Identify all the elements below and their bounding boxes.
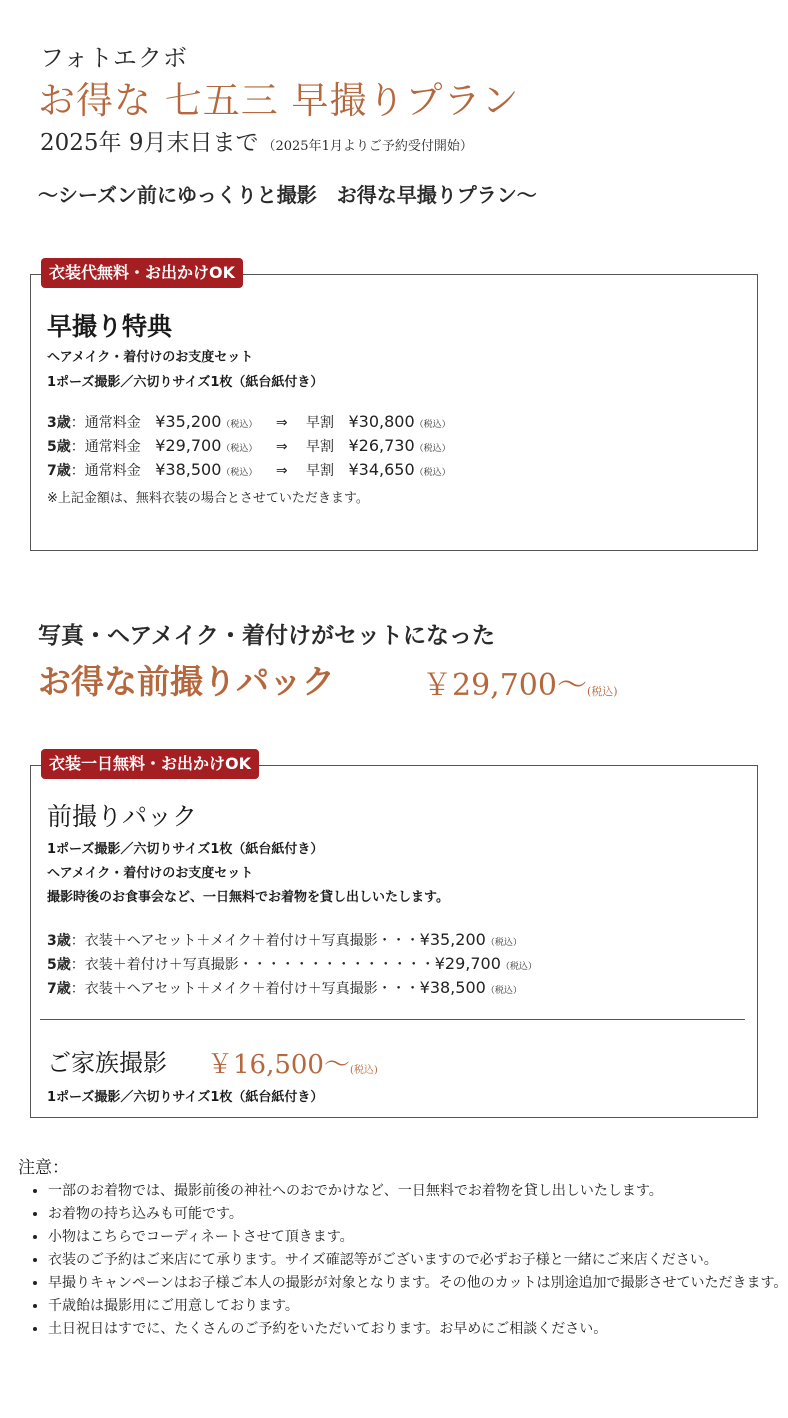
- arrow-icon: ⇒: [275, 415, 288, 431]
- tax-label: （税込）: [414, 420, 451, 430]
- age-label: 7歳: [47, 463, 71, 479]
- tax-label: （税込）: [414, 444, 451, 454]
- note-item: • 小物はこちらでコーディネートさせて頂きます。: [48, 1226, 788, 1249]
- page-title: お得な 七五三 早撮りプラン: [38, 79, 520, 122]
- notes-list: [18, 1180, 788, 1341]
- pack-badge: 衣装一日無料・お出かけOK: [41, 749, 259, 779]
- age-label: 5歳: [47, 957, 71, 973]
- note-item: • 一部のお着物では、撮影前後の神社へのおでかけなど、一日無料でお着物を貸し出しいたします。: [48, 1180, 788, 1203]
- pack-detail: ：衣装＋ヘアセット＋メイク＋着付け＋写真撮影・・・: [70, 933, 420, 949]
- early-plan-title: 早撮り特典: [47, 312, 173, 341]
- age-label: 7歳: [47, 981, 71, 997]
- pack-price: ¥35,200: [419, 930, 486, 949]
- note-item: • 早撮りキャンペーンはお子様ご本人の撮影が対象となります。その他のカットは別途追加で撮影させていただきます。: [48, 1272, 788, 1295]
- discount-label: 早割: [306, 439, 335, 455]
- deadline: [40, 124, 473, 157]
- early-plan-badge: 衣装代無料・お出かけOK: [41, 258, 243, 288]
- pack-price-row: [47, 978, 522, 998]
- pack-line: 撮影時後のお食事会など、一日無料でお着物を貸し出しいたします。: [47, 890, 449, 905]
- family-title: ご家族撮影: [47, 1049, 167, 1077]
- family-price-value: ￥16,500〜: [207, 1050, 350, 1080]
- age-label: 3歳: [47, 415, 71, 431]
- regular-label: ：通常料金: [70, 439, 141, 455]
- discount-price: ¥26,730: [348, 436, 415, 455]
- pack-intro-title: お得な前撮りパック: [38, 662, 335, 701]
- notes-heading: 注意：: [18, 1158, 69, 1178]
- discount-label: 早割: [306, 463, 335, 479]
- age-label: 3歳: [47, 933, 71, 949]
- family-line: 1ポーズ撮影／六切りサイズ1枚（紙台紙付き）: [47, 1090, 324, 1105]
- regular-price: ¥35,200: [155, 412, 222, 431]
- pack-intro-price: [422, 660, 618, 704]
- pack-price-row: [47, 930, 522, 950]
- tax-label: （税込）: [221, 444, 258, 454]
- regular-label: ：通常料金: [70, 463, 141, 479]
- age-label: 5歳: [47, 439, 71, 455]
- deadline-text: 2025年 9月末日まで: [40, 130, 259, 156]
- note-item: • 土日祝日はすでに、たくさんのご予約をいただいております。お早めにご相談ください。: [48, 1318, 788, 1341]
- pack-detail: ：衣装＋着付け＋写真撮影・・・・・・・・・・・・・・: [70, 957, 435, 973]
- tax-label: （税込）: [485, 938, 522, 948]
- pack-price-row: [47, 954, 537, 974]
- pack-line: ヘアメイク・着付けのお支度セット: [47, 866, 254, 881]
- discount-price: ¥34,650: [348, 460, 415, 479]
- pack-title: 前撮りパック: [47, 802, 198, 831]
- pack-line: 1ポーズ撮影／六切りサイズ1枚（紙台紙付き）: [47, 842, 324, 857]
- regular-price: ¥29,700: [155, 436, 222, 455]
- note-item: • 千歳飴は撮影用にご用意しております。: [48, 1295, 788, 1318]
- early-price-row: [47, 436, 451, 456]
- arrow-icon: ⇒: [275, 463, 288, 479]
- discount-price: ¥30,800: [348, 412, 415, 431]
- early-plan-line: ヘアメイク・着付けのお支度セット: [47, 350, 254, 365]
- early-price-row: [47, 412, 451, 432]
- early-plan-footnote: ※上記金額は、無料衣装の場合とさせていただきます。: [47, 491, 369, 506]
- divider: [40, 1019, 745, 1020]
- family-price: [207, 1044, 378, 1081]
- note-item: • 衣装のご予約はご来店にて承ります。サイズ確認等がございますので必ずお子様と一緒にご来店ください。: [48, 1249, 788, 1272]
- tax-label: (税込): [349, 1065, 378, 1076]
- tax-label: (税込): [586, 685, 618, 698]
- note-item: • お着物の持ち込みも可能です。: [48, 1203, 788, 1226]
- tagline: 〜シーズン前にゆっくりと撮影 お得な早撮りプラン〜: [38, 183, 537, 207]
- pack-detail: ：衣装＋ヘアセット＋メイク＋着付け＋写真撮影・・・: [70, 981, 420, 997]
- tax-label: （税込）: [485, 986, 522, 996]
- early-plan-line: 1ポーズ撮影／六切りサイズ1枚（紙台紙付き）: [47, 375, 324, 390]
- tax-label: （税込）: [221, 420, 258, 430]
- arrow-icon: ⇒: [275, 439, 288, 455]
- pack-price: ¥29,700: [434, 954, 501, 973]
- tax-label: （税込）: [414, 468, 451, 478]
- pack-price: ¥38,500: [419, 978, 486, 997]
- pack-intro-lead: 写真・ヘアメイク・着付けがセットになった: [38, 622, 496, 649]
- tax-label: （税込）: [500, 962, 537, 972]
- early-price-row: [47, 460, 451, 480]
- tax-label: （税込）: [221, 468, 258, 478]
- discount-label: 早割: [306, 415, 335, 431]
- shop-name: フォトエクボ: [40, 44, 188, 72]
- deadline-note: （2025年1月よりご予約受付開始）: [262, 139, 473, 154]
- regular-label: ：通常料金: [70, 415, 141, 431]
- regular-price: ¥38,500: [155, 460, 222, 479]
- pack-price-value: ￥29,700〜: [422, 668, 587, 703]
